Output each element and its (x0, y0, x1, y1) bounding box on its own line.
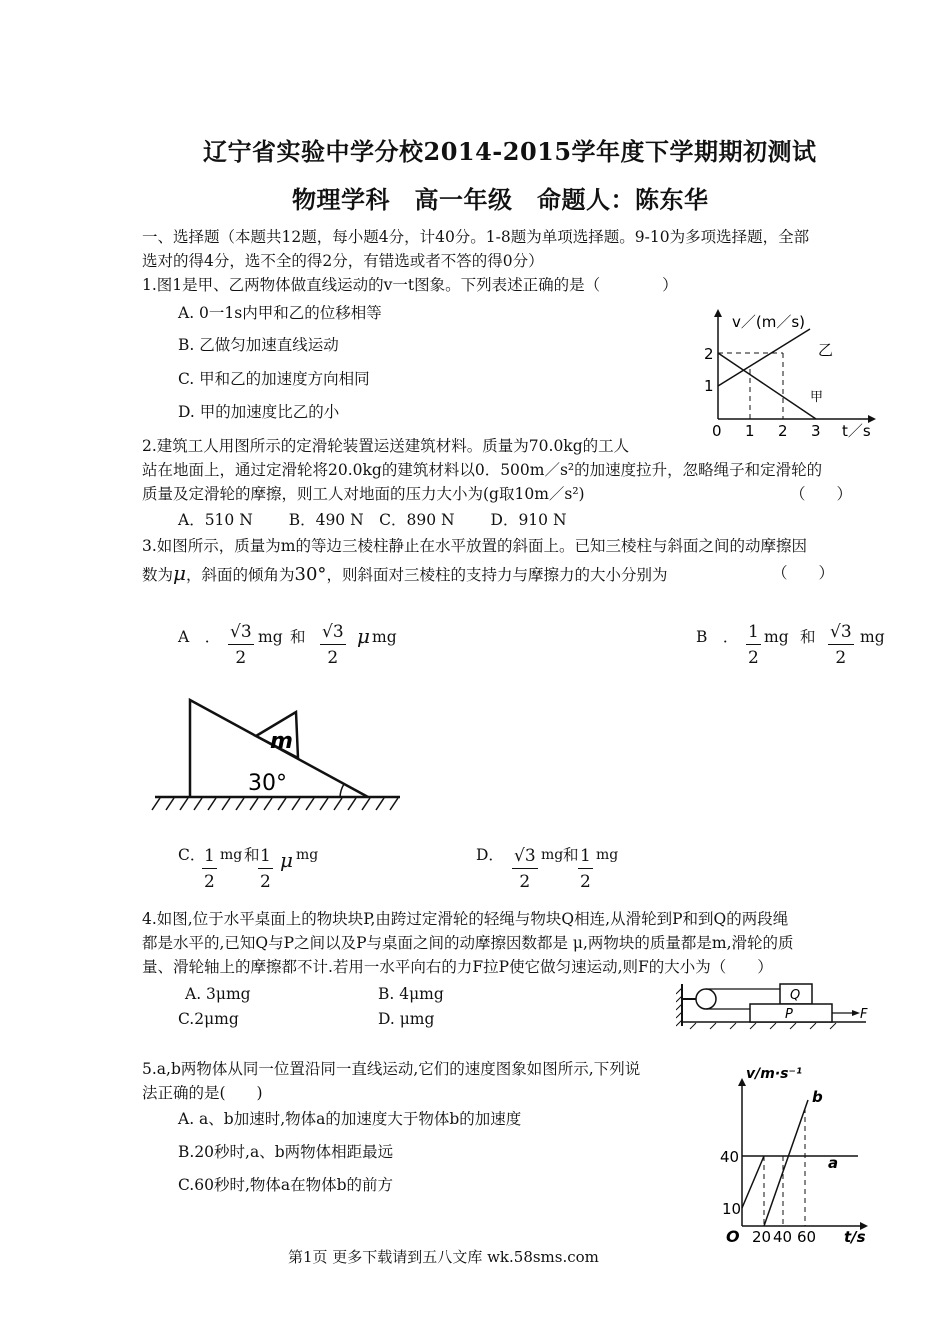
q3-a-frac1: $\frac{√3}{2}$ (230, 622, 252, 668)
q1-line-yi (718, 329, 810, 386)
q2-line2: 站在地面上，通过定滑轮将20.0kg的建筑材料以0．500m／s²的加速度拉升，忽略绳子和定滑轮的 (142, 461, 823, 479)
q4-line1: 4.如图,位于水平桌面上的物块块P,由跨过定滑轮的轻绳与物块Q相连,从滑轮到P和到Q的两段绳 (142, 910, 789, 928)
q3-b-frac1: $\frac{1}{2}$ (748, 622, 759, 668)
q3-d-mg1: mg (541, 847, 564, 863)
q1-ytick-1: 1 (704, 377, 714, 395)
q1-xlabel: t／s (842, 422, 871, 440)
q5-line2: 法正确的是( ) (142, 1084, 263, 1102)
q4-force-arrow (852, 1010, 860, 1016)
page-subtitle: 物理学科 高一年级 命题人：陈东华 (292, 185, 709, 214)
q3-a-mg1: mg (258, 628, 283, 646)
q3-b-mg2: mg (860, 628, 885, 646)
q4-label-f: F (860, 1007, 868, 1022)
q2-answer-paren: （ ） (790, 485, 853, 503)
q1-stem: 1.图1是甲、乙两物体做直线运动的v一t图象。下列表述正确的是（ ） (142, 276, 678, 294)
q3-a-frac2: $\frac{√3}{2}$ (322, 622, 344, 668)
q3-incline-figure (150, 690, 405, 815)
q1-xtick-2: 2 (778, 422, 788, 440)
q1-label-yi: 乙 (818, 341, 834, 359)
q5-line1: 5.a,b两物体从同一位置沿同一直线运动,它们的速度图象如图所示,下列说 (142, 1060, 641, 1078)
q3-d-frac2: $\frac{1}{2}$ (580, 846, 591, 892)
q1-xtick-1: 1 (745, 422, 755, 440)
q5-origin: O (726, 1227, 740, 1246)
q4-line2: 都是水平的,已知Q与P之间以及P与桌面之间的动摩擦因数都是 μ,两物块的质量都是m,滑轮的质 (142, 934, 794, 952)
q3-a-he: 和 (290, 628, 306, 646)
q5-option-b: B.20秒时,a、b两物体相距最远 (178, 1143, 394, 1161)
q2-options: A．510 N B．490 N C．890 N D．910 N (178, 511, 567, 529)
q3-ground-hatch (152, 798, 398, 810)
q5-ytick-40: 40 (720, 1148, 740, 1166)
q3-line2c: ，则斜面对三棱柱的支持力与摩擦力的大小分别为 (326, 566, 668, 584)
q1-vt-graph (700, 305, 880, 440)
q2-line1: 2.建筑工人用图所示的定滑轮装置运送建筑材料。质量为70.0kg的工人 (142, 437, 630, 455)
q1-ytick-2: 2 (704, 345, 714, 363)
q5-ytick-10: 10 (722, 1200, 742, 1218)
q4-pulley-figure (676, 980, 876, 1030)
q3-option-a-label: A ． (178, 628, 221, 646)
q5-option-a: A. a、b加速时,物体a的加速度大于物体b的加速度 (178, 1110, 522, 1128)
q3-c-frac1: $\frac{1}{2}$ (204, 846, 215, 892)
q3-angle-arc (340, 784, 344, 797)
q4-line3: 量、滑轮轴上的摩擦都不计.若用一水平向右的力F拉P使它做匀速运动,则F的大小为（ ） (142, 958, 773, 976)
q3-b-frac2: $\frac{√3}{2}$ (830, 622, 852, 668)
q1-option-c: C. 甲和乙的加速度方向相同 (178, 370, 370, 388)
q3-angle-label: 30° (248, 771, 287, 796)
q4-option-c: C.2μmg (178, 1010, 239, 1028)
q3-option-b-label: B ． (696, 628, 739, 646)
q3-line2a: 数为 (142, 566, 174, 584)
q1-xtick-3: 3 (811, 422, 821, 440)
q3-answer-paren: （ ） (772, 564, 835, 582)
q3-d-frac1: $\frac{√3}{2}$ (514, 846, 536, 892)
q1-y-arrow (714, 309, 722, 317)
q5-label-b: b (812, 1088, 823, 1106)
q3-d-mg2: mg (596, 847, 619, 863)
q3-d-he: 和 (563, 846, 579, 864)
q4-option-a: A. 3μmg (185, 985, 251, 1003)
q5-label-a: a (828, 1154, 839, 1172)
q4-label-p: P (785, 1007, 793, 1022)
q1-ylabel: v／(m／s) (732, 313, 806, 331)
q3-option-c-label: C． (178, 846, 206, 864)
q4-option-d: D. μmg (378, 1010, 435, 1028)
q4-label-q: Q (790, 988, 801, 1003)
q4-table-hatch (690, 1023, 836, 1029)
q3-line2 (142, 562, 667, 586)
q5-xtick-60: 60 (797, 1228, 817, 1246)
q3-angle: 30° (294, 564, 327, 585)
q5-line-b (764, 1100, 808, 1226)
q3-line2b: ，斜面的倾角为 (186, 566, 295, 584)
q1-option-a: A. 0一1s内甲和乙的位移相等 (178, 304, 382, 322)
q3-c-frac2: $\frac{1}{2}$ (260, 846, 271, 892)
page-footer: 第1页 更多下载请到五八文库 wk.58sms.com (288, 1248, 599, 1266)
q1-option-d: D. 甲的加速度比乙的小 (178, 403, 340, 421)
q1-label-jia: 甲 (810, 390, 824, 405)
section-intro-line1: 一、选择题（本题共12题，每小题4分，计40分。1-8题为单项选择题。9-10为多项选择题，全部 (142, 228, 810, 246)
q5-option-c: C.60秒时,物体a在物体b的前方 (178, 1176, 394, 1194)
q3-c-mu: μ (280, 848, 293, 872)
q3-c-mg2: mg (296, 847, 319, 863)
q3-a-mg2: mg (372, 628, 397, 646)
q3-line1: 3.如图所示，质量为m的等边三棱柱静止在水平放置的斜面上。已知三棱柱与斜面之间的动摩擦因 (142, 537, 807, 555)
q2-line3: 质量及定滑轮的摩擦，则工人对地面的压力大小为(g取10m／s²) (142, 485, 585, 503)
q5-vt-graph (720, 1060, 880, 1248)
q3-option-d-label: D． (476, 846, 504, 864)
q5-y-arrow (738, 1078, 746, 1086)
q5-ylabel: v/m·s⁻¹ (746, 1066, 802, 1082)
q3-b-he: 和 (800, 628, 816, 646)
q5-line-a-rise (742, 1156, 764, 1208)
q3-a-mu: μ (357, 624, 370, 648)
page-title: 辽宁省实验中学分校2014-2015学年度下学期期初测试 (203, 137, 817, 166)
q1-option-b: B. 乙做匀加速直线运动 (178, 336, 339, 354)
q1-line-jia (718, 353, 816, 419)
q4-option-b: B. 4μmg (378, 985, 444, 1003)
q3-mass-label: m (270, 729, 293, 754)
q3-b-mg1: mg (764, 628, 789, 646)
q5-xlabel: t/s (844, 1228, 866, 1246)
q5-xtick-20: 20 (752, 1228, 772, 1246)
q4-pulley (696, 989, 716, 1009)
q3-mu: μ (173, 561, 187, 585)
q1-xtick-0: 0 (712, 422, 722, 440)
q3-c-mg1: mg (220, 847, 243, 863)
q3-c-he: 和 (244, 846, 260, 864)
q5-xtick-40: 40 (773, 1228, 793, 1246)
section-intro-line2: 选对的得4分，选不全的得2分，有错选或者不答的得0分） (142, 252, 544, 270)
